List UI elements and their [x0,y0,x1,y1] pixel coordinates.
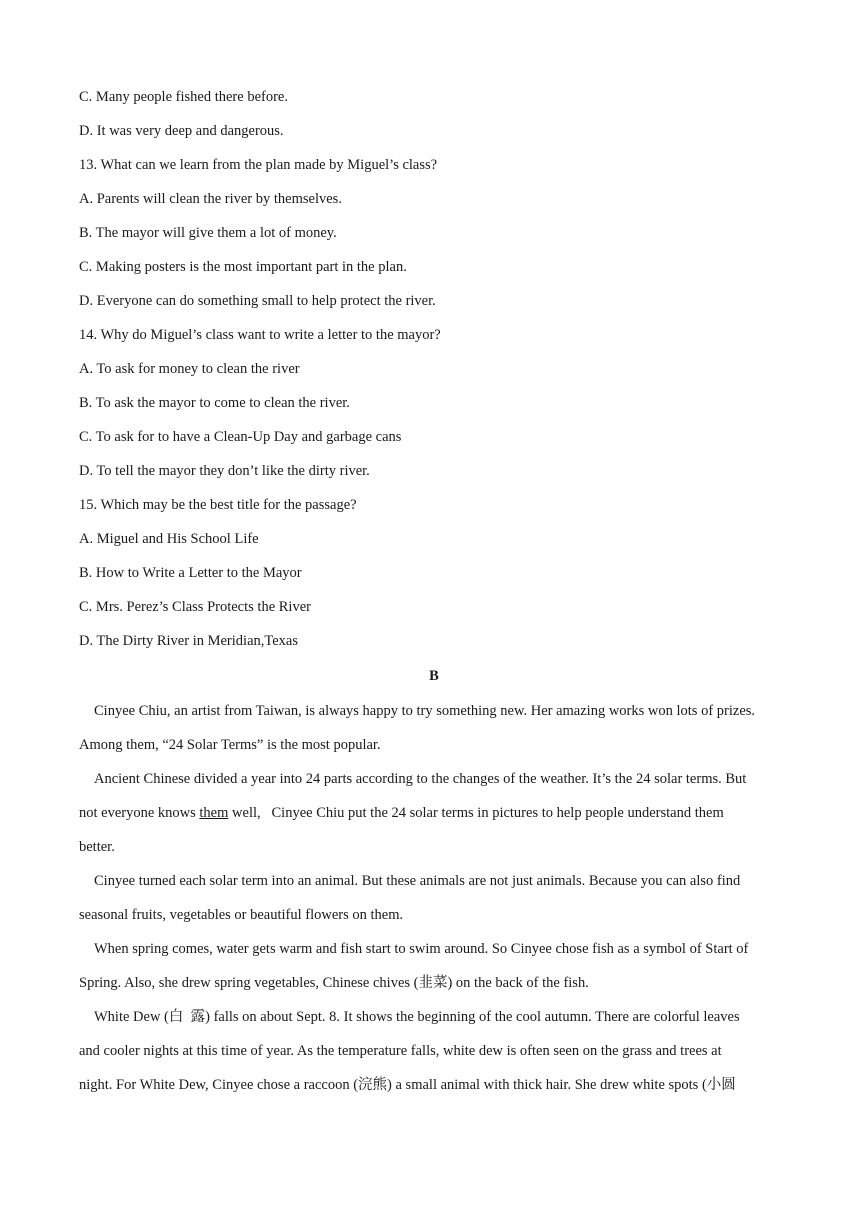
q15-option-b: B. How to Write a Letter to the Mayor [79,565,302,581]
q14-option-d: D. To tell the mayor they don’t like the dirty river. [79,463,370,479]
paragraph-3-line-1: Cinyee turned each solar term into an animal. But these animals are not just animals. Because you can also find [94,873,741,889]
text-segment: not everyone knows [79,805,200,821]
q13-option-d: D. Everyone can do something small to help protect the river. [79,293,436,309]
q14-question: 14. Why do Miguel’s class want to write a letter to the mayor? [79,327,441,343]
q14-option-b: B. To ask the mayor to come to clean the river. [79,395,350,411]
paragraph-5-line-1: White Dew (白 露) falls on about Sept. 8. It shows the beginning of the cool autumn. There are colorful leaves [94,1009,740,1025]
q14-option-c: C. To ask for to have a Clean-Up Day and garbage cans [79,429,402,445]
q15-option-c: C. Mrs. Perez’s Class Protects the River [79,599,311,615]
paragraph-3-line-2: seasonal fruits, vegetables or beautiful flowers on them. [79,907,404,923]
q13-option-b: B. The mayor will give them a lot of money. [79,225,337,241]
q15-question: 15. Which may be the best title for the passage? [79,497,357,513]
section-b-heading: B [429,668,439,684]
paragraph-1-line-1: Cinyee Chiu, an artist from Taiwan, is always happy to try something new. Her amazing works won lots of prizes. [94,703,756,719]
paragraph-2-line-2 [79,803,724,823]
q13-question: 13. What can we learn from the plan made by Miguel’s class? [79,157,438,173]
q13-option-a: A. Parents will clean the river by themselves. [79,191,342,207]
text-segment: well, Cinyee Chiu put the 24 solar terms in pictures to help people understand them [228,805,724,821]
paragraph-2-line-3: better. [79,839,115,855]
paragraph-2-line-1: Ancient Chinese divided a year into 24 parts according to the changes of the weather. It’s the 24 solar terms. But [94,771,747,787]
paragraph-4-line-2: Spring. Also, she drew spring vegetables, Chinese chives (韭菜) on the back of the fish. [79,975,589,991]
q12-option-d: D. It was very deep and dangerous. [79,123,284,139]
q12-option-c: C. Many people fished there before. [79,89,288,105]
paragraph-5-line-3: night. For White Dew, Cinyee chose a raccoon (浣熊) a small animal with thick hair. She drew white spots (小圆 [79,1077,736,1093]
q15-option-d: D. The Dirty River in Meridian,Texas [79,633,298,649]
paragraph-5-line-2: and cooler nights at this time of year. As the temperature falls, white dew is often seen on the grass and trees at [79,1043,722,1059]
q13-option-c: C. Making posters is the most important part in the plan. [79,259,407,275]
q15-option-a: A. Miguel and His School Life [79,531,259,547]
q14-option-a: A. To ask for money to clean the river [79,361,300,377]
paragraph-1-line-2: Among them, “24 Solar Terms” is the most popular. [79,737,381,753]
underlined-word: them [199,805,229,821]
paragraph-4-line-1: When spring comes, water gets warm and fish start to swim around. So Cinyee chose fish as a symbol of Start of [94,941,749,957]
